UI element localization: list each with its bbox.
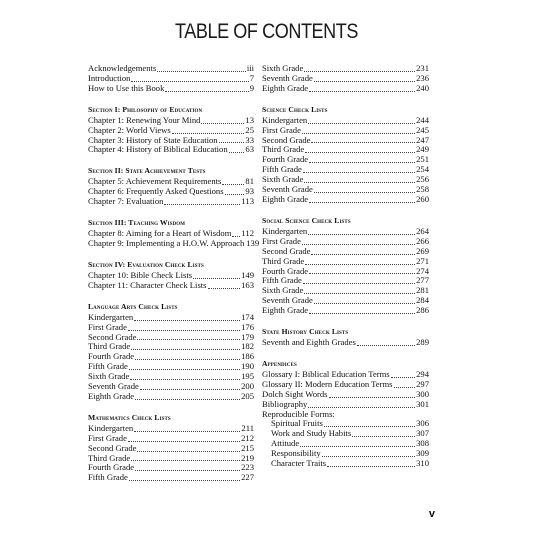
toc-entry-label: Bibliography [262,398,308,409]
toc-entry-label: Fourth Grade [88,462,135,473]
toc-entry-page: 176 [241,321,254,332]
toc-entry-label: Chapter 9: Implementing a H.O.W. Approach [88,237,245,248]
dot-leader [232,230,240,237]
section-heading: State History Check Lists [262,327,349,337]
toc-entry-page: 212 [241,432,254,443]
dot-leader [135,353,240,360]
toc-entry-label: Seventh and Eighth Grades [262,337,356,348]
toc-entry-label: Third Grade [88,452,131,463]
section-heading: Section IV: Evaluation Check Lists [88,259,204,269]
toc-entry-label: Sixth Grade [88,371,130,382]
toc-entry-label: Sixth Grade [262,285,304,296]
toc-entry-page: 195 [241,371,254,382]
toc-entry-page: 300 [416,388,429,399]
dot-leader [336,411,428,417]
toc-entry-page: 9 [249,82,254,93]
dot-leader [303,277,415,284]
toc-entry-page: 260 [416,193,429,204]
toc-entry-page: 247 [416,134,429,145]
toc-entry-page: 281 [416,285,429,296]
dot-leader [193,272,240,279]
toc-entry-label: First Grade [88,321,127,332]
toc-section-section-i-philosophy-of-education [88,105,254,156]
toc-entry-label: Kindergarten [88,422,134,433]
toc-section-appendices [262,359,429,469]
toc-entry-label: Attitude [271,438,300,449]
toc-entry-page: 190 [241,361,254,372]
toc-entry-page: 211 [241,422,254,433]
section-heading: Section I: Philosophy of Education [88,104,203,114]
toc-entry-label: Kindergarten [262,114,308,125]
toc-entry-label: Acknowledgements [88,63,157,73]
dot-leader [157,65,246,72]
page-title: TABLE OF CONTENTS [174,20,359,43]
dot-leader [391,371,415,378]
toc-entry-page: 284 [416,295,429,306]
toc-entry[interactable] [262,195,429,205]
toc-entry-label: Chapter 2: World Views [88,124,171,135]
toc-entry-page: 244 [416,114,429,125]
section-heading: Science Check Lists [262,104,328,114]
dot-leader [303,166,415,173]
toc-entry-page: 309 [416,448,429,459]
toc-entry-label: Glossary II: Modern Education Terms [262,378,393,389]
toc-entry-page: 271 [416,255,429,266]
toc-entry-label: Fourth Grade [262,265,309,276]
toc-entry-label: Sixth Grade [262,63,304,73]
toc-entry-label: Introduction [88,72,131,83]
toc-entry-label: Second Grade [262,134,311,145]
toc-entry-page: 294 [416,368,429,379]
dot-leader [134,314,240,321]
toc-entry-page: 310 [416,458,429,469]
toc-right-column [262,64,429,480]
toc-section-continued [262,64,429,94]
dot-leader [394,381,416,388]
toc-entry-label: Sixth Grade [262,174,304,185]
toc-entry-label: Third Grade [88,341,131,352]
toc-entry-page: 256 [416,174,429,185]
toc-entry-label: Third Grade [262,144,305,155]
toc-entry-page: 63 [245,144,254,155]
toc-entry-page: iii [246,63,254,73]
toc-entry-label: Eighth Grade [262,305,309,316]
toc-entry-label: Chapter 8: Aiming for a Heart of Wisdom [88,228,232,239]
toc-entry-page: 249 [416,144,429,155]
toc-section-mathematics-check-lists [88,413,254,483]
dot-leader [219,136,245,143]
dot-leader [304,176,415,183]
toc-entry-page: 149 [241,269,254,280]
section-heading: Section II: State Achievement Tests [88,166,206,176]
toc-entry-page: 200 [241,381,254,392]
dot-leader [129,363,240,370]
dot-leader [130,373,240,380]
dot-leader [134,425,240,432]
toc-entry-page: 186 [241,351,254,362]
toc-entry-page: 301 [416,398,429,409]
toc-section-section-iv-evaluation-check-lists [88,260,254,291]
section-heading: Mathematics Check Lists [88,412,171,422]
dot-leader [128,324,240,331]
toc-entry-label: Seventh Grade [262,72,313,83]
dot-leader [300,440,415,447]
toc-entry-page: 240 [416,82,429,93]
toc-entry-page: 266 [416,235,429,246]
toc-entry-label: First Grade [262,124,301,135]
dot-leader [302,127,415,134]
dot-leader [309,307,415,314]
toc-entry[interactable] [88,84,254,94]
toc-entry-page: 139 [246,237,260,248]
toc-entry-label: Responsibility [271,448,321,459]
dot-leader [304,65,415,72]
toc-entry-page: 179 [241,331,254,342]
toc-entry-label: Chapter 7: Evaluation [88,196,164,207]
toc-entry-page: 269 [416,245,429,256]
toc-entry-label: Fourth Grade [262,154,309,165]
toc-entry-label: Fifth Grade [262,275,302,286]
dot-leader [327,460,415,467]
dot-leader [222,178,244,185]
toc-entry-label: Eighth Grade [88,390,135,401]
toc-section-social-science-check-lists [262,216,429,316]
toc-entry-label: Eighth Grade [262,82,309,93]
toc-entry-label: Second Grade [88,442,137,453]
dot-leader [309,196,415,203]
toc-entry[interactable] [88,145,254,155]
toc-entry-label: Reproducible Forms: [262,408,335,419]
toc-entry[interactable] [88,323,254,333]
dot-leader [131,343,240,350]
toc-entry[interactable] [262,338,429,348]
dot-leader [308,401,415,408]
toc-entry[interactable] [262,257,429,267]
dot-leader [309,267,415,274]
toc-entry-label: Fifth Grade [88,472,128,483]
toc-entry[interactable] [88,281,254,291]
toc-entry-label: Kindergarten [262,225,308,236]
dot-leader [302,238,415,245]
dot-leader [314,75,415,82]
dot-leader [308,117,415,124]
toc-entry-page: 231 [416,63,429,73]
toc-entry-label: Chapter 4: History of Biblical Education [88,144,228,155]
toc-entry-label: Chapter 1: Renewing Your Mind [88,114,201,125]
toc-entry-label: Seventh Grade [88,381,139,392]
toc-entry-label: Seventh Grade [262,295,313,306]
toc-entry[interactable] [262,84,429,94]
toc-entry-page: 307 [416,428,429,439]
dot-leader [201,117,244,124]
dot-leader [208,282,241,289]
toc-entry-label: Seventh Grade [262,184,313,195]
toc-section-science-check-lists [262,105,429,205]
toc-entry-page: 13 [245,114,254,125]
dot-leader [305,146,415,153]
dot-leader [128,435,240,442]
dot-leader [324,420,415,427]
toc-entry-page: 245 [416,124,429,135]
toc-entry-page: 251 [416,154,429,165]
section-heading: Language Arts Check Lists [88,301,178,311]
dot-leader [137,333,240,340]
dot-leader [172,127,245,134]
toc-entry-page: 93 [245,186,254,197]
toc-entry-label: Third Grade [262,255,305,266]
toc-entry[interactable] [262,306,429,316]
dot-leader [131,454,240,461]
toc-entry-page: 254 [416,164,429,175]
toc-entry-page: 227 [241,472,254,483]
toc-section-section-iii-teaching-wisdom [88,218,260,249]
toc-entry-label: Second Grade [262,245,311,256]
toc-entry-label: Eighth Grade [262,193,309,204]
toc-entry-page: 289 [416,337,429,348]
toc-entry[interactable] [88,392,254,402]
dot-leader [135,393,240,400]
toc-entry-label: Work and Study Habits [271,428,352,439]
dot-leader [314,186,415,193]
toc-entry-label: Second Grade [88,331,137,342]
toc-section-state-history-check-lists [262,327,429,348]
dot-leader [309,156,415,163]
toc-entry-label: Chapter 3: History of State Education [88,134,218,145]
dot-leader [225,188,245,195]
toc-entry-label: Chapter 5: Achievement Requirements [88,176,222,187]
dot-leader [304,287,415,294]
toc-entry[interactable] [262,459,429,469]
toc-entry-label: Chapter 6: Frequently Asked Questions [88,186,224,197]
dot-leader [311,136,415,143]
toc-entry[interactable] [88,473,254,483]
toc-entry-page: 7 [249,72,254,83]
toc-entry-page: 219 [241,452,254,463]
toc-entry-page: 215 [241,442,254,453]
dot-leader [164,198,240,205]
toc-entry-page: 113 [241,196,254,207]
toc-entry-page: 182 [241,341,254,352]
toc-section-language-arts-check-lists [88,302,254,402]
section-heading: Appendices [262,358,297,368]
toc-entry-page: 274 [416,265,429,276]
toc-section-continued [88,64,254,94]
toc-entry-label: Fifth Grade [262,164,302,175]
toc-entry-label: Kindergarten [88,311,134,322]
toc-entry-page: 81 [245,176,254,187]
toc-entry-page: 163 [241,279,254,290]
toc-entry[interactable] [88,197,254,207]
toc-left-column [88,63,260,494]
dot-leader [357,339,415,346]
toc-entry-page: 297 [416,378,429,389]
toc-entry-page: 174 [241,311,254,322]
dot-leader [308,228,415,235]
toc-entry-label: Chapter 10: Bible Check Lists [88,269,193,280]
dot-leader [137,445,240,452]
dot-leader [129,474,240,481]
dot-leader [229,146,245,153]
toc-entry-page: 258 [416,184,429,195]
dot-leader [131,75,248,82]
section-heading: Social Science Check Lists [262,215,351,225]
toc-entry-page: 33 [245,134,254,145]
toc-entry-label: Glossary I: Biblical Education Terms [262,368,390,379]
dot-leader [140,383,240,390]
dot-leader [329,391,416,398]
page-number: v [428,508,435,520]
toc-entry-page: 306 [416,418,429,429]
toc-entry-page: 205 [241,390,254,401]
dot-leader [309,85,415,92]
dot-leader [305,258,415,265]
toc-entry-label: Fifth Grade [88,361,128,372]
toc-entry-page: 236 [416,72,429,83]
toc-entry-label: Fourth Grade [88,351,135,362]
dot-leader [311,248,415,255]
toc-section-section-ii-state-achievement-tests [88,166,254,207]
toc-entry-page: 25 [245,124,254,135]
toc-entry[interactable] [88,237,260,249]
toc-entry-label: Spiritual Fruits [271,418,323,429]
toc-entry-page: 277 [416,275,429,286]
toc-entry-page: 308 [416,438,429,449]
toc-entry-label: First Grade [262,235,301,246]
dot-leader [322,450,415,457]
dot-leader [135,464,240,471]
toc-entry-page: 264 [416,225,429,236]
toc-entry-label: Character Traits [271,458,327,469]
toc-entry-label: Chapter 11: Character Check Lists [88,279,207,290]
dot-leader [352,430,415,437]
section-heading: Section III: Teaching Wisdom [88,218,186,228]
toc-entry-label: How to Use this Book [88,82,165,93]
dot-leader [314,297,415,304]
toc-entry-page: 112 [241,228,254,239]
toc-entry-page: 223 [241,462,254,473]
toc-entry-page: 286 [416,305,429,316]
toc-entry-label: Dolch Sight Words [262,388,328,399]
dot-leader [165,85,248,92]
toc-entry-label: First Grade [88,432,127,443]
